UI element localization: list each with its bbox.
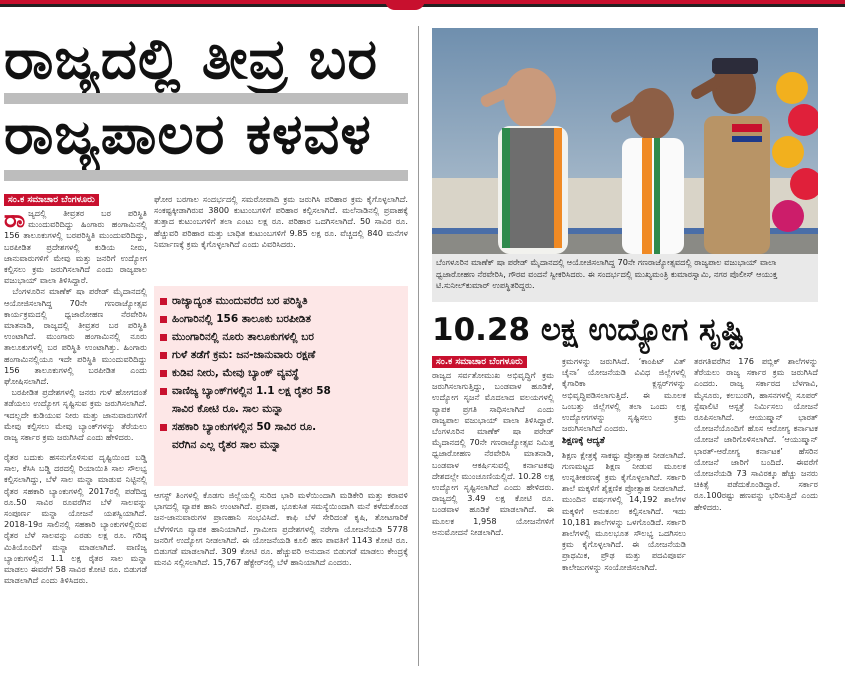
bullet-square-icon: [160, 424, 167, 431]
highlight-item: ಸಾವಿರ ಕೋಟಿ ರೂ. ಸಾಲ ಮನ್ನಾ: [172, 403, 284, 415]
bullet-square-icon: [160, 352, 167, 359]
highlight-item: ಸಹಕಾರಿ ಬ್ಯಾಂಕುಗಳಲ್ಲಿನ 50 ಸಾವಿರ ರೂ.: [160, 418, 404, 436]
highlight-item: ಹಿಂಗಾರಿನಲ್ಲಿ 156 ತಾಲೂಕು ಬರಪೀಡಿತ: [160, 310, 404, 328]
bullet-square-icon: [160, 298, 167, 305]
highlight-item: ಗುಳೆ ತಡೆಗೆ ಕ್ರಮ: ಜನ-ಜಾನುವಾರು ರಕ್ಷಣೆ: [160, 346, 404, 364]
article-paragraph: ಜ್ಯದಲ್ಲಿ ತೀವ್ರತರ ಬರ ಪರಿಸ್ಥಿತಿ ಮುಂದುವರಿದಿದ್ದು ಹಿಂಗಾರು ಹಂಗಾಮಿನಲ್ಲಿ 156 ತಾಲೂಕುಗಳಲ್ಲಿ ಬರಪರಿಸ್ಥಿತಿ ಮುಂದುವರಿದಿದ್ದು, ಬರಪೀಡಿತ ಪ್ರದೇಶಗಳಲ್ಲಿ ಕುಡಿಯ ನೀರು, ಜಾನುವಾರುಗಳಿಗೆ ಮೇವು ಮತ್ತು ಜನರಿಗೆ ಉದ್ಯೋಗ ಕಲ್ಪಿಸಲು ಕ್ರಮ ಜರುಗಿಸಲಾಗಿದೆ ಎಂದು ರಾಜ್ಯಪಾಲ ವಜುಭಾಯ್ ವಾಲಾ ತಿಳಿಸಿದ್ದಾರೆ.: [4, 208, 147, 286]
article-paragraph: ಕ್ರಮಗಳನ್ನು ಜರುಗಿಸಿದೆ. ‘ಕಾಂಪಿಟ್ ವಿತ್ ಚೈನಾ’ ಯೋಜನೆಯಡಿ ವಿವಿಧ ಜಿಲ್ಲೆಗಳಲ್ಲಿ ಕೈಗಾರಿಕಾ ಕ್ಲಸ್ಟರ್‌ಗಳನ್ನು ಅಭಿವೃದ್ಧಿಪಡಿಸಲಾಗುತ್ತಿದೆ. ಈ ಮೂಲಕ ಒಂಬತ್ತು ಜಿಲ್ಲೆಗಳಲ್ಲಿ ತಲಾ ಒಂದು ಲಕ್ಷ ಉದ್ಯೋಗಗಳನ್ನು ಸೃಷ್ಟಿಸಲು ಕ್ರಮ ಜರುಗಿಸಲಾಗಿದೆ ಎಂದರು.: [562, 356, 686, 434]
dropcap: ರಾ: [4, 208, 26, 233]
right-article-col2: [562, 356, 686, 666]
left-article-bottom-col1: ರೈತರ ಬದುಕು ಹಸನುಗೊಳಿಸುವ ದೃಷ್ಟಿಯಿಂದ ಬಡ್ಡಿ ಸಾಲ, ಕೆಸಿಸಿ ಬಡ್ಡಿ ದರದಲ್ಲಿ ರಿಯಾಯಿತಿ ಸಾಲ ಸೌಲಭ್ಯ ಕಲ್ಪಿಸಲಾಗಿದ್ದು, ಬೆಳೆ ಸಾಲ ಮನ್ನಾ ಮಾಡುವ ನಿಟ್ಟಿನಲ್ಲಿ ರೈತರ ಸಹಕಾರಿ ಬ್ಯಾಂಕುಗಳಲ್ಲಿ 2017ರಲ್ಲಿ ಪಡೆದಿದ್ದ ರೂ.50 ಸಾವಿರ ರೂವರೆಗಿನ ಬೆಳೆ ಸಾಲವನ್ನು ಸಂಪೂರ್ಣ ಮನ್ನಾ ಯೋಜನೆ ಯಶಸ್ವಿಯಾಗಿದೆ. 2018-19ರ ಸಾಲಿನಲ್ಲಿ ಸಹಕಾರಿ ಬ್ಯಾಂಕುಗಳಲ್ಲಿರುವ ರೈತರ ಬೆಳೆ ಸಾಲವನ್ನು ಎರಡು ಲಕ್ಷ ರೂ. ಗರಿಷ್ಠ ಮಿತಿಯೊಂದಿಗೆ ಮನ್ನಾ ಮಾಡಲಾಗಿದೆ. ವಾಣಿಜ್ಯ ಬ್ಯಾಂಕುಗಳಲ್ಲಿನ 1.1 ಲಕ್ಷ ರೈತರ ಸಾಲ ಮನ್ನಾ ಮಾಡಲು ಈವರೆಗೆ 58 ಸಾವಿರ ಕೋಟಿ ರೂ. ಬಿಡುಗಡೆ ಮಾಡಲಾಗಿದೆ ಎಂದು ತಿಳಿಸಿದರು.: [4, 452, 147, 586]
masthead-strip: [0, 0, 845, 12]
masthead-badge: [385, 0, 425, 10]
photo-caption: ಬೆಂಗಳೂರಿನ ಮಾಣೆಕ್ ಷಾ ಪರೇಡ್ ಮೈದಾನದಲ್ಲಿ ಆಯೋಜಿಸಲಾಗಿದ್ದ 70ನೇ ಗಣರಾಜ್ಯೋತ್ಸವದಲ್ಲಿ ರಾಜ್ಯಪಾಲ ವಜುಭಾಯ್ ವಾಲಾ ಧ್ವಜಾರೋಹಣ ನೆರವೇರಿಸಿ, ಗೌರವ ವಂದನೆ ಸ್ವೀಕರಿಸಿದರು. ಈ ಸಂದರ್ಭದಲ್ಲಿ ಮುಖ್ಯಮಂತ್ರಿ ಕುಮಾರಸ್ವಾಮಿ, ನಗರ ಪೊಲೀಸ್ ಆಯುಕ್ತ ಟಿ.ಸುನೀಲ್‌ಕುಮಾರ್ ಉಪಸ್ಥಿತರಿದ್ದರು.: [432, 254, 818, 302]
highlight-item: ವರೆಗಿನ ಎಲ್ಲ ರೈತರ ಸಾಲ ಮನ್ನಾ: [172, 439, 281, 451]
left-article-bottom-col2: ಆಗಸ್ಟ್ ತಿಂಗಳಲ್ಲಿ ಕೊಡಗು ಜಿಲ್ಲೆಯಲ್ಲಿ ಸುರಿದ ಭಾರಿ ಮಳೆಯಿಂದಾಗಿ ಮಡಿಕೇರಿ ಮತ್ತು ಕರಾವಳಿ ಭಾಗದಲ್ಲಿ ವ್ಯಾಪಕ ಹಾನಿ ಉಂಟಾಗಿದೆ. ಪ್ರವಾಹ, ಭೂಕುಸಿತ ಸಮಸ್ಯೆಯಿಂದಾಗಿ ಮನೆ ಕಳೆದುಕೊಂಡ ಜನ-ಜಾನುವಾರುಗಳ ಪ್ರಾಣಹಾನಿ ಸಂಭವಿಸಿದೆ. ಕಾಫಿ ಬೆಳೆ ಸೇರಿದಂತೆ ಕೃಷಿ, ತೋಟಗಾರಿಕೆ ಬೆಳೆಗಳಿಗೂ ವ್ಯಾಪಕ ಹಾನಿಯಾಗಿದೆ. ಗ್ರಾಮೀಣ ಪ್ರದೇಶಗಳಲ್ಲಿ ನರೇಗಾ ಯೋಜನೆಯಡಿ 5778 ಜನರಿಗೆ ಉದ್ಯೋಗ ನೀಡಲಾಗಿದೆ. ಈ ಯೋಜನೆಯಡಿ ಕೂಲಿ ಹಣ ಪಾವತಿಗೆ 1143 ಕೋಟಿ ರೂ. ಬಿಡುಗಡೆ ಮಾಡಲಾಗಿದೆ. 309 ಕೋಟಿ ರೂ. ಹೆಚ್ಚುವರಿ ಅನುದಾನ ಬಿಡುಗಡೆ ಮಾಡಲು ಕೇಂದ್ರಕ್ಕೆ ಮನವಿ ಸಲ್ಲಿಸಲಾಗಿದೆ. 15,767 ಹೆಕ್ಟೇರ್‌ನಲ್ಲಿ ಬೆಳೆ ಹಾನಿಯಾಗಿದೆ ಎಂದರು.: [154, 490, 408, 568]
right-article-col3: ತರಗತಿವರೆಗಿನ 176 ಪಬ್ಲಿಕ್ ಶಾಲೆಗಳನ್ನು ತೆರೆಯಲು ರಾಜ್ಯ ಸರ್ಕಾರ ಕ್ರಮ ಜರುಗಿಸಿದೆ ಎಂದರು. ರಾಜ್ಯ ಸರ್ಕಾರದ ಬೆಳಗಾವಿ, ಮೈಸೂರು, ಕಲಬುರಗಿ, ಹಾಸನಗಳಲ್ಲಿ ಸೂಪರ್ ಸ್ಪೆಷಾಲಿಟಿ ಆಸ್ಪತ್ರೆ ನಿರ್ಮಿಸಲು ಯೋಜನೆ ರೂಪಿಸಲಾಗಿದೆ. ಆಯುಷ್ಮಾನ್ ಭಾರತ್ ಯೋಜನೆಯೊಂದಿಗೆ ಹೊಸ ಆರೋಗ್ಯ ಕರ್ನಾಟಕ ಯೋಜನೆ ಜಾರಿಗೊಳಿಸಲಾಗಿದೆ. ‘ಆಯುಷ್ಮಾನ್ ಭಾರತ್-ಆರೋಗ್ಯ ಕರ್ನಾಟಕ’ ಹೆಸರಿನ ಯೋಜನೆ ಜಾರಿಗೆ ಬಂದಿದೆ. ಈವರೆಗೆ ಯೋಜನೆಯಡಿ 73 ಸಾವಿರಕ್ಕೂ ಹೆಚ್ಚು ಜನರು ಚಿಕಿತ್ಸೆ ಪಡೆದುಕೊಂಡಿದ್ದಾರೆ. ಸರ್ಕಾರ ರೂ.100ರಷ್ಟು ಹಣವನ್ನು ಭರಿಸುತ್ತಿದೆ ಎಂದು ಹೇಳಿದರು.: [694, 356, 818, 512]
right-byline: ಸಂ.ಕ ಸಮಾಚಾರ ಬೆಂಗಳೂರು: [432, 356, 527, 368]
bullet-square-icon: [160, 388, 167, 395]
highlights-box: [154, 286, 408, 486]
highlight-item: ರಾಜ್ಯಾದ್ಯಂತ ಮುಂದುವರೆದ ಬರ ಪರಿಸ್ಥಿತಿ: [160, 292, 404, 310]
right-margin: [822, 28, 845, 668]
column-divider: [418, 26, 419, 666]
article-paragraph: ಶಿಕ್ಷಣ ಕ್ಷೇತ್ರಕ್ಕೆ ಸಾಕಷ್ಟು ಪ್ರೋತ್ಸಾಹ ನೀಡಲಾಗಿದೆ. ಗುಣಮಟ್ಟದ ಶಿಕ್ಷಣ ನೀಡುವ ಮೂಲಕ ಉನ್ನತೀಕರಣಕ್ಕೆ ಕ್ರಮ ಕೈಗೊಳ್ಳಲಾಗಿದೆ. ಸರ್ಕಾರಿ ಶಾಲೆ ಮಕ್ಕಳಿಗೆ ಶೈಕ್ಷಣಿಕ ಪ್ರೋತ್ಸಾಹ ನೀಡಲಾಗಿದೆ. ಮುಂದಿನ ವರ್ಷಗಳಲ್ಲಿ 14,192 ಶಾಲೆಗಳ ಮಕ್ಕಳಿಗೆ ಅನುಕೂಲ ಕಲ್ಪಿಸಲಾಗಿದೆ. ಇದು 10,181 ಶಾಲೆಗಳನ್ನು ಒಳಗೊಂಡಿದೆ. ಸರ್ಕಾರಿ ಶಾಲೆಗಳಲ್ಲಿ ಮೂಲಭೂತ ಸೌಲಭ್ಯ ಒದಗಿಸಲು ಕ್ರಮ ಕೈಗೊಳ್ಳಲಾಗಿದೆ. ಈ ಯೋಜನೆಯಡಿ ಪ್ರಾಥಮಿಕ, ಪ್ರೌಢ ಮತ್ತು ಪದವಿಪೂರ್ವ ಕಾಲೇಜುಗಳನ್ನು ಸಂಯೋಜಿಸಲಾಗಿದೆ.: [562, 449, 686, 572]
headline-grey-stripe: [4, 170, 408, 181]
article-paragraph: ಬೆಂಗಳೂರಿನ ಮಾಣೆಕ್ ಷಾ ಪರೇಡ್ ಮೈದಾನದಲ್ಲಿ ಆಯೋಜಿಸಲಾಗಿದ್ದ 70ನೇ ಗಣರಾಜ್ಯೋತ್ಸವ ಕಾರ್ಯಕ್ರಮದಲ್ಲಿ ಧ್ವಜಾರೋಹಣ ನೆರವೇರಿಸಿ ಮಾತನಾಡಿ, ರಾಜ್ಯದಲ್ಲಿ ತೀವ್ರತರ ಬರ ಪರಿಸ್ಥಿತಿ ಉಂಟಾಗಿದೆ. ಮುಂಗಾರು ಹಂಗಾಮಿನಲ್ಲಿ ನೂರು ತಾಲೂಕುಗಳಲ್ಲಿ ಬರ ಪರಿಸ್ಥಿತಿ ಉಂಟಾಗಿತ್ತು. ಹಿಂಗಾರು ಹಂಗಾಮಿನಲ್ಲಿಯೂ ಇದೇ ಪರಿಸ್ಥಿತಿ ಮುಂದುವರಿದಿದ್ದು 156 ತಾಲೂಕುಗಳಲ್ಲಿ ಬರಪೀಡಿತ ಎಂದು ಘೋಷಿಸಲಾಗಿದೆ.: [4, 286, 147, 387]
jobs-headline: 10.28 ಲಕ್ಷ ಉದ್ಯೋಗ ಸೃಷ್ಟಿ: [432, 312, 745, 348]
left-article-col1: [4, 208, 147, 448]
article-paragraph: ಬರಪೀಡಿತ ಪ್ರದೇಶಗಳಲ್ಲಿ ಜನರು ಗುಳೆ ಹೋಗದಂತೆ ತಡೆಯಲು ಉದ್ಯೋಗ ಸೃಷ್ಟಿಸುವ ಕ್ರಮ ಜರುಗಿಸಲಾಗಿದೆ. ಇದಲ್ಲದೇ ಕುಡಿಯುವ ನೀರು ಮತ್ತು ಜಾನುವಾರುಗಳಿಗೆ ಮೇವು ಕಲ್ಪಿಸಲು ಮೇವು ಬ್ಯಾಂಕ್‌ಗಳನ್ನು ತೆರೆಯಲು ರಾಜ್ಯ ಸರ್ಕಾರ ಕ್ರಮ ಜರುಗಿಸಿದೆ ಎಂದು ಹೇಳಿದರು.: [4, 387, 147, 443]
main-headline-line2: ರಾಜ್ಯಪಾಲರ ಕಳವಳ: [4, 102, 372, 167]
republic-day-photo: [432, 28, 818, 254]
right-article-col1: ರಾಜ್ಯದ ಸರ್ವತೋಮುಖ ಅಭಿವೃದ್ಧಿಗೆ ಕ್ರಮ ಜರುಗಿಸಲಾಗುತ್ತಿದ್ದು, ಬಂಡವಾಳ ಹೂಡಿಕೆ, ಉದ್ಯೋಗ ಸೃಜನೆ ಮೊದಲಾದ ವಲಯಗಳಲ್ಲಿ ವ್ಯಾಪಕ ಪ್ರಗತಿ ಸಾಧಿಸಲಾಗಿದೆ ಎಂದು ರಾಜ್ಯಪಾಲ ವಜುಭಾಯ್ ವಾಲಾ ತಿಳಿಸಿದ್ದಾರೆ. ಬೆಂಗಳೂರಿನ ಮಾಣೆಕ್ ಷಾ ಪರೇಡ್ ಮೈದಾನದಲ್ಲಿ 70ನೇ ಗಣರಾಜ್ಯೋತ್ಸವ ನಿಮಿತ್ತ ಧ್ವಜಾರೋಹಣ ನೆರವೇರಿಸಿ ಮಾತನಾಡಿ, ಬಂಡವಾಳ ಆಕರ್ಷಿಸುವಲ್ಲಿ ಕರ್ನಾಟಕವು ದೇಶದಲ್ಲೇ ಮುಂಚೂಣಿಯಲ್ಲಿದೆ. 10.28 ಲಕ್ಷ ಉದ್ಯೋಗ ಸೃಷ್ಟಿಸಲಾಗಿದೆ ಎಂದು ಹೇಳಿದರು. ರಾಜ್ಯದಲ್ಲಿ 3.49 ಲಕ್ಷ ಕೋಟಿ ರೂ. ಬಂಡವಾಳ ಹೂಡಿಕೆ ಮಾಡಲಾಗಿದೆ. ಈ ಮೂಲಕ 1,958 ಯೋಜನೆಗಳಿಗೆ ಅನುಮೋದನೆ ನೀಡಲಾಗಿದೆ.: [432, 370, 554, 537]
bullet-square-icon: [160, 316, 167, 323]
subheading: ಶಿಕ್ಷಣಕ್ಕೆ ಆದ್ಯತೆ: [562, 436, 605, 447]
main-headline-line1: ರಾಜ್ಯದಲ್ಲಿ ತೀವ್ರ ಬರ: [4, 27, 379, 92]
bullet-square-icon: [160, 334, 167, 341]
photo-illustration: [432, 28, 818, 254]
left-byline: ಸಂ.ಕ ಸಮಾಚಾರ ಬೆಂಗಳೂರು: [4, 194, 99, 206]
left-article-col2: ಘೋರ ಬರಗಾಲ ಸಂದರ್ಭದಲ್ಲಿ ಸಮರೋಪಾದಿ ಕ್ರಮ ಜರುಗಿಸಿ ಪರಿಹಾರ ಕ್ರಮ ಕೈಗೊಳ್ಳಲಾಗಿದೆ. ಸಂಕಷ್ಟಕ್ಕೀಡಾಗಿರುವ 3800 ಕುಟುಂಬಗಳಿಗೆ ಪರಿಹಾರ ಕಲ್ಪಿಸಲಾಗಿದೆ. ಮಲೆನಾಡಿನಲ್ಲಿ ಪ್ರವಾಹಕ್ಕೆ ತುತ್ತಾದ ಕುಟುಂಬಗಳಿಗೆ ತಲಾ ಎಂಟು ಲಕ್ಷ ರೂ. ಪರಿಹಾರ ಒದಗಿಸಲಾಗಿದೆ. 50 ಸಾವಿರ ರೂ. ಹೆಚ್ಚುವರಿ ಪರಿಹಾರ ಮತ್ತು ಬಾಧಿತ ಕುಟುಂಬಗಳಿಗೆ 9.85 ಲಕ್ಷ ರೂ. ವೆಚ್ಚದಲ್ಲಿ 840 ಮನೆಗಳ ನಿರ್ಮಾಣಕ್ಕೆ ಕ್ರಮ ಕೈಗೊಳ್ಳಲಾಗಿದೆ ಎಂದು ವಿವರಿಸಿದರು.: [154, 194, 408, 249]
highlight-item: ವಾಣಿಜ್ಯ ಬ್ಯಾಂಕ್‌ಗಳಲ್ಲಿನ 1.1 ಲಕ್ಷ ರೈತರ 58: [160, 382, 404, 400]
bullet-square-icon: [160, 370, 167, 377]
highlight-item: ಕುಡಿವ ನೀರು, ಮೇವು ಬ್ಯಾಂಕ್ ವ್ಯವಸ್ಥೆ: [160, 364, 404, 382]
highlight-item: ಮುಂಗಾರಿನಲ್ಲಿ ನೂರು ತಾಲೂಕುಗಳಲ್ಲಿ ಬರ: [160, 328, 404, 346]
